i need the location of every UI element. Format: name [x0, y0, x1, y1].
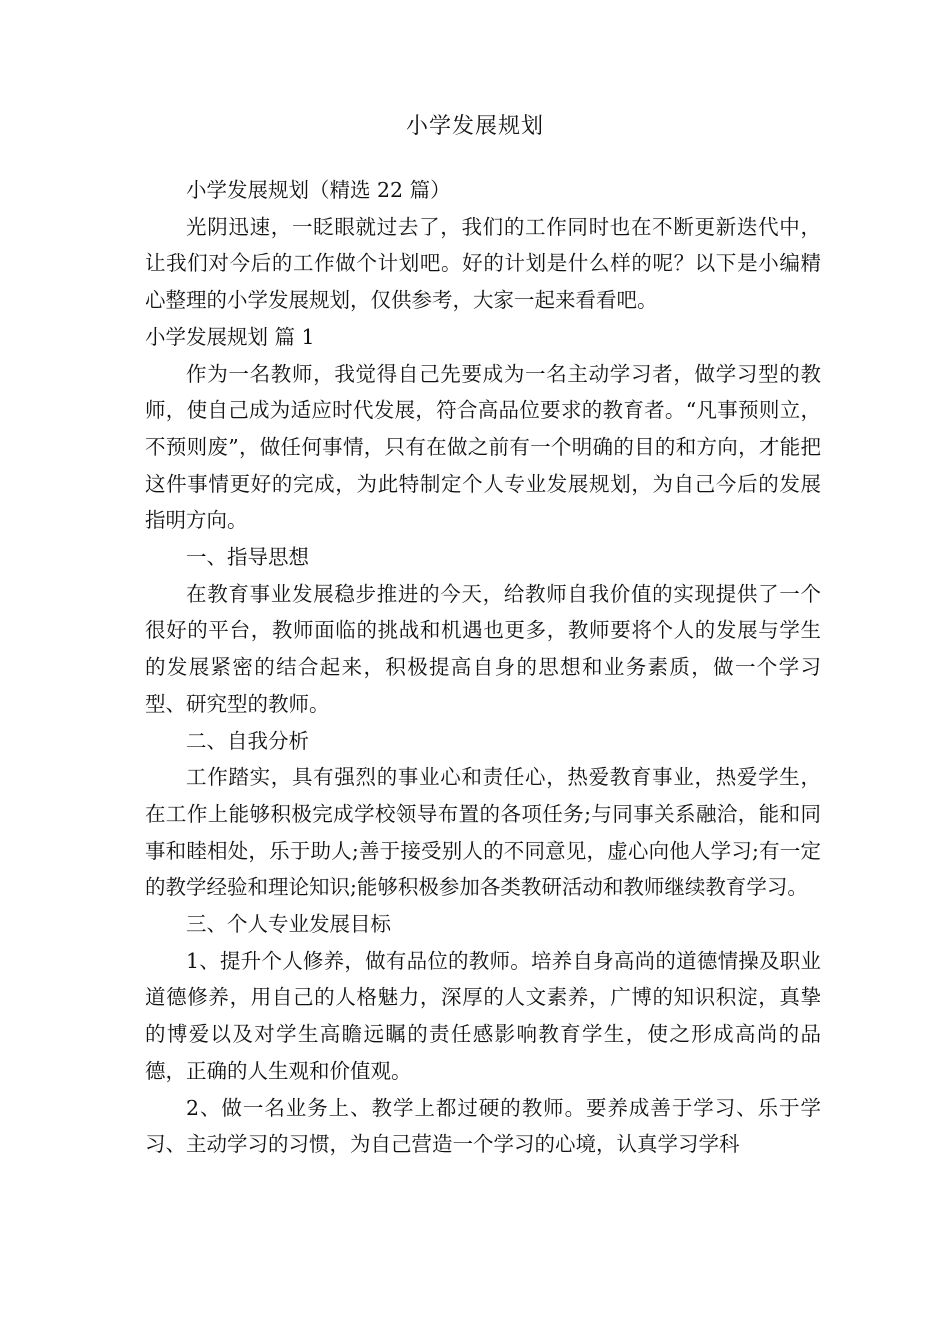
document-title: 小学发展规划 — [405, 114, 544, 139]
body-paragraph: 1、提升个人修养，做有品位的教师。培养自身高尚的道德情操及职业道德修养，用自己的人格魅力，深厚的人文素养，广博的知识积淀，真挚的博爱以及对学生高瞻远瞩的责任感影响教育学生，使之形成高尚的品德，正确的人生观和价值观。 — [145, 948, 821, 1083]
body-paragraph: 在教育事业发展稳步推进的今天，给教师自我价值的实现提供了一个很好的平台，教师面临的挑战和机遇也更多，教师要将个人的发展与学生的发展紧密的结合起来，积极提高自身的思想和业务素质，做一个学习型、研究型的教师。 — [145, 581, 821, 716]
body-paragraph: 工作踏实，具有强烈的事业心和责任心，热爱教育事业，热爱学生，在工作上能够积极完成学校领导布置的各项任务;与同事关系融洽，能和同事和睦相处，乐于助人;善于接受别人的不同意见，虚心向他人学习;有一定的教学经验和理论知识;能够积极参加各类教研活动和教师继续教育学习。 — [145, 765, 821, 900]
subtitle-paragraph: 小学发展规划（精选 22 篇） — [186, 178, 451, 202]
subsection-heading: 二、自我分析 — [186, 728, 309, 753]
intro-paragraph: 光阴迅速，一眨眼就过去了，我们的工作同时也在不断更新迭代中，让我们对今后的工作做个计划吧。好的计划是什么样的呢？以下是小编精心整理的小学发展规划，仅供参考，大家一起来看看吧。 — [145, 214, 821, 313]
document-body — [145, 172, 821, 1163]
body-paragraph: 作为一名教师，我觉得自己先要成为一名主动学习者，做学习型的教师，使自己成为适应时代发展，符合高品位要求的教育者。“凡事预则立，不预则废”，做任何事情，只有在做之前有一个明确的目的和方向，才能把这件事情更好的完成，为此特制定个人专业发展规划，为自己今后的发展指明方向。 — [145, 361, 821, 533]
subsection-heading: 三、个人专业发展目标 — [186, 912, 391, 937]
section-heading: 小学发展规划 篇 1 — [145, 324, 315, 349]
body-paragraph: 2、做一名业务上、教学上都过硬的教师。要养成善于学习、乐于学习、主动学习的习惯，为自己营造一个学习的心境，认真学习学科 — [145, 1095, 821, 1157]
subsection-heading: 一、指导思想 — [186, 545, 309, 570]
